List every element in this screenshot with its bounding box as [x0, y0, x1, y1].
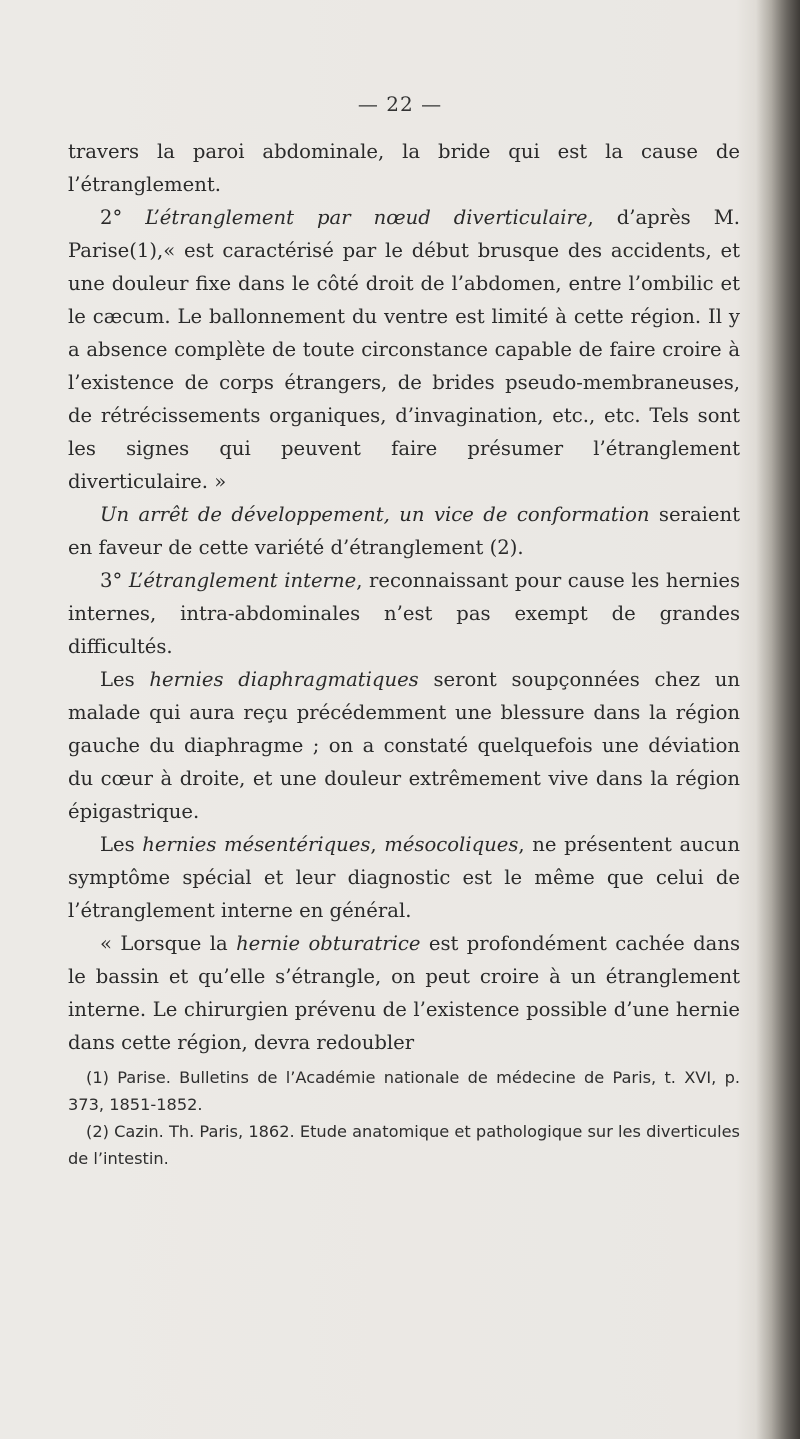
footnote: (2) Cazin. Th. Paris, 1862. Etude anatomique et pathologique sur les diverticules de l’intestin.	[68, 1122, 740, 1168]
footnotes	[68, 1064, 740, 1172]
paragraph: « Lorsque la hernie obturatrice est profondément cachée dans le bassin et qu’elle s’étrangle, on peut croire à un étranglement interne. Le chirurgien prévenu de l’existence possible d’une hernie dans cette région, devra redoubler	[68, 932, 741, 1054]
paragraph: Les hernies diaphragmatiques seront soupçonnées chez un malade qui aura reçu précédemment une blessure dans la région gauche du diaphragme ; on a constaté quelquefois une déviation du cœur à droite, et une douleur extrêmement vive dans la région épigastrique.	[68, 668, 740, 823]
paragraph: Un arrêt de développement, un vice de conformation seraient en faveur de cette variété d’étranglement (2).	[68, 503, 740, 559]
paragraph: Les hernies mésentériques, mésocoliques, ne présentent aucun symptôme spécial et leur diagnostic est le même que celui de l’étranglement interne en général.	[68, 833, 740, 922]
page-number: — 22 —	[357, 92, 443, 116]
body-text	[68, 135, 740, 1059]
page-binding-shadow	[756, 0, 800, 1439]
footnote: (1) Parise. Bulletins de l’Académie nationale de médecine de Paris, t. XVI, p. 373, 1851-1852.	[68, 1068, 740, 1114]
paragraph: 3° L’étranglement interne, reconnaissant pour cause les hernies internes, intra-abdominales n’est pas exempt de grandes difficultés.	[68, 569, 741, 658]
paragraph: travers la paroi abdominale, la bride qui est la cause de l’étranglement.	[68, 140, 740, 196]
paragraph: 2° L’étranglement par nœud diverticulaire, d’après M. Parise(1),« est caractérisé par le début brusque des accidents, et une douleur fixe dans le côté droit de l’abdomen, entre l’ombilic et le cæcum. Le ballonnement du ventre est limité à cette région. Il y a absence complète de toute circonstance capable de faire croire à l’existence de corps étrangers, de brides pseudo-membraneuses, de rétrécissements organiques, d’invagination, etc., etc. Tels sont les signes qui peuvent faire présumer l’étranglement diverticulaire. »	[68, 206, 740, 493]
